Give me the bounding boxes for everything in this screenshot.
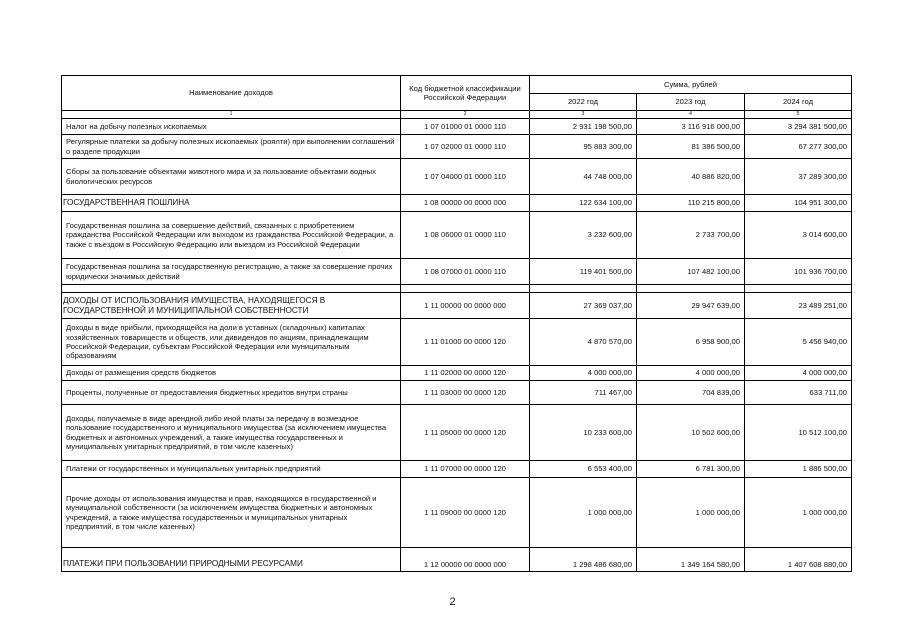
header-code: Код бюджетной классификации Российской Федерации [401,76,530,111]
budget-code: 1 07 01000 01 0000 110 [401,119,530,135]
budget-code: 1 12 00000 00 0000 000 [401,548,530,572]
amount-2024: 4 000 000,00 [745,366,852,381]
budget-table [61,75,852,572]
amount-2022: 711 467,00 [530,381,637,405]
budget-code: 1 11 02000 00 0000 120 [401,366,530,381]
amount-2024: 37 289 300,00 [745,159,852,195]
amount-2022: 6 553 400,00 [530,461,637,478]
table-row [62,119,852,135]
amount-2023: 1 349 164 580,00 [637,548,745,572]
income-name: Проценты, полученные от предоставления бюджетных кредитов внутри страны [62,381,401,405]
income-name: Государственная пошлина за совершение действий, связанных с приобретением гражданства Российской Федерации или выходом из гражданства Российской Федерации, а также с въездом в Российскую Федерацию или выездом из Российской Федерации [62,212,401,259]
amount-2022: 1 000 000,00 [530,478,637,548]
page-number: 2 [449,596,456,608]
amount-2024: 104 951 300,00 [745,195,852,212]
amount-2023: 107 482 100,00 [637,259,745,285]
header-2022: 2022 год [530,94,637,111]
amount-2024: 1 886 500,00 [745,461,852,478]
budget-code: 1 08 07000 01 0000 110 [401,259,530,285]
amount-2023: 4 000 000,00 [637,366,745,381]
amount-2024: 1 000 000,00 [745,478,852,548]
amount-2024: 633 711,00 [745,381,852,405]
budget-code: 1 08 06000 01 0000 110 [401,212,530,259]
amount-2023: 704 839,00 [637,381,745,405]
amount-2022: 27 369 037,00 [530,293,637,319]
income-name: ПЛАТЕЖИ ПРИ ПОЛЬЗОВАНИИ ПРИРОДНЫМИ РЕСУРСАМИ [62,548,401,572]
amount-2022: 2 931 198 500,00 [530,119,637,135]
column-index: 1 [62,111,401,119]
amount-2023: 81 386 500,00 [637,135,745,159]
table-row [62,195,852,212]
amount-2023: 1 000 000,00 [637,478,745,548]
table-row [62,319,852,366]
header-sum: Сумма, рублей [530,76,852,94]
amount-2022: 119 401 500,00 [530,259,637,285]
amount-2024: 3 014 600,00 [745,212,852,259]
income-name: Доходы, получаемые в виде арендной либо иной платы за передачу в возмездное пользование государственного и муниципального имущества (за исключением имущества бюджетных и автономных учреждений, а также имущества государственных и муниципальных унитарных предприятий, в том числе казенных) [62,405,401,461]
budget-code: 1 11 03000 00 0000 120 [401,381,530,405]
table-row [62,548,852,572]
amount-2023: 6 781 300,00 [637,461,745,478]
amount-2024: 5 456 940,00 [745,319,852,366]
amount-2023: 10 502 600,00 [637,405,745,461]
header-2024: 2024 год [745,94,852,111]
amount-2023: 6 958 900,00 [637,319,745,366]
column-index: 4 [637,111,745,119]
amount-2024: 23 489 251,00 [745,293,852,319]
table-row [62,212,852,259]
budget-code: 1 08 00000 00 0000 000 [401,195,530,212]
amount-2023: 2 733 700,00 [637,212,745,259]
budget-code: 1 07 04000 01 0000 110 [401,159,530,195]
spacer-row [62,285,852,293]
budget-code: 1 07 02000 01 0000 110 [401,135,530,159]
table-row [62,293,852,319]
amount-2022: 44 748 000,00 [530,159,637,195]
amount-2024: 101 936 700,00 [745,259,852,285]
amount-2023: 110 215 800,00 [637,195,745,212]
income-name: ГОСУДАРСТВЕННАЯ ПОШЛИНА [62,195,401,212]
table-row [62,135,852,159]
amount-2023: 3 116 916 000,00 [637,119,745,135]
income-name: Сборы за пользование объектами животного мира и за пользование объектами водных биологических ресурсов [62,159,401,195]
income-name: ДОХОДЫ ОТ ИСПОЛЬЗОВАНИЯ ИМУЩЕСТВА, НАХОДЯЩЕГОСЯ В ГОСУДАРСТВЕННОЙ И МУНИЦИПАЛЬНОЙ СОБСТВЕННОСТИ [62,293,401,319]
table-row [62,405,852,461]
amount-2022: 10 233 600,00 [530,405,637,461]
amount-2023: 40 886 820,00 [637,159,745,195]
budget-code: 1 11 09000 00 0000 120 [401,478,530,548]
table-row [62,381,852,405]
amount-2024: 10 512 100,00 [745,405,852,461]
budget-code: 1 11 07000 00 0000 120 [401,461,530,478]
table-row [62,159,852,195]
table-row [62,366,852,381]
amount-2024: 1 407 608 880,00 [745,548,852,572]
income-name: Регулярные платежи за добычу полезных ископаемых (роялти) при выполнении соглашений о разделе продукции [62,135,401,159]
amount-2022: 95 883 300,00 [530,135,637,159]
income-name: Государственная пошлина за государственную регистрацию, а также за совершение прочих юридически значимых действий [62,259,401,285]
amount-2024: 3 294 381 500,00 [745,119,852,135]
income-name: Доходы в виде прибыли, приходящейся на доли в уставных (складочных) капиталах хозяйственных товариществ и обществ, или дивидендов по акциям, принадлежащим Российской Федерации, субъектам Российской Федерации или муниципальным образованиям [62,319,401,366]
budget-code: 1 11 05000 00 0000 120 [401,405,530,461]
amount-2022: 4 000 000,00 [530,366,637,381]
column-index: 3 [530,111,637,119]
table-row [62,259,852,285]
header-2023: 2023 год [637,94,745,111]
table-row [62,461,852,478]
income-name: Доходы от размещения средств бюджетов [62,366,401,381]
amount-2022: 1 298 486 680,00 [530,548,637,572]
table-row [62,478,852,548]
income-name: Платежи от государственных и муниципальных унитарных предприятий [62,461,401,478]
amount-2022: 122 634 100,00 [530,195,637,212]
budget-code: 1 11 00000 00 0000 000 [401,293,530,319]
amount-2023: 29 947 639,00 [637,293,745,319]
amount-2024: 67 277 300,00 [745,135,852,159]
income-name: Налог на добычу полезных ископаемых [62,119,401,135]
budget-code: 1 11 01000 00 0000 120 [401,319,530,366]
column-index: 5 [745,111,852,119]
column-index: 2 [401,111,530,119]
amount-2022: 3 232 600,00 [530,212,637,259]
income-name: Прочие доходы от использования имущества и прав, находящихся в государственной и муниципальной собственности (за исключением имущества бюджетных и автономных учреждений, а также имущества государственных и муниципальных унитарных предприятий, в том числе казенных) [62,478,401,548]
amount-2022: 4 870 570,00 [530,319,637,366]
header-name: Наименование доходов [62,76,401,111]
